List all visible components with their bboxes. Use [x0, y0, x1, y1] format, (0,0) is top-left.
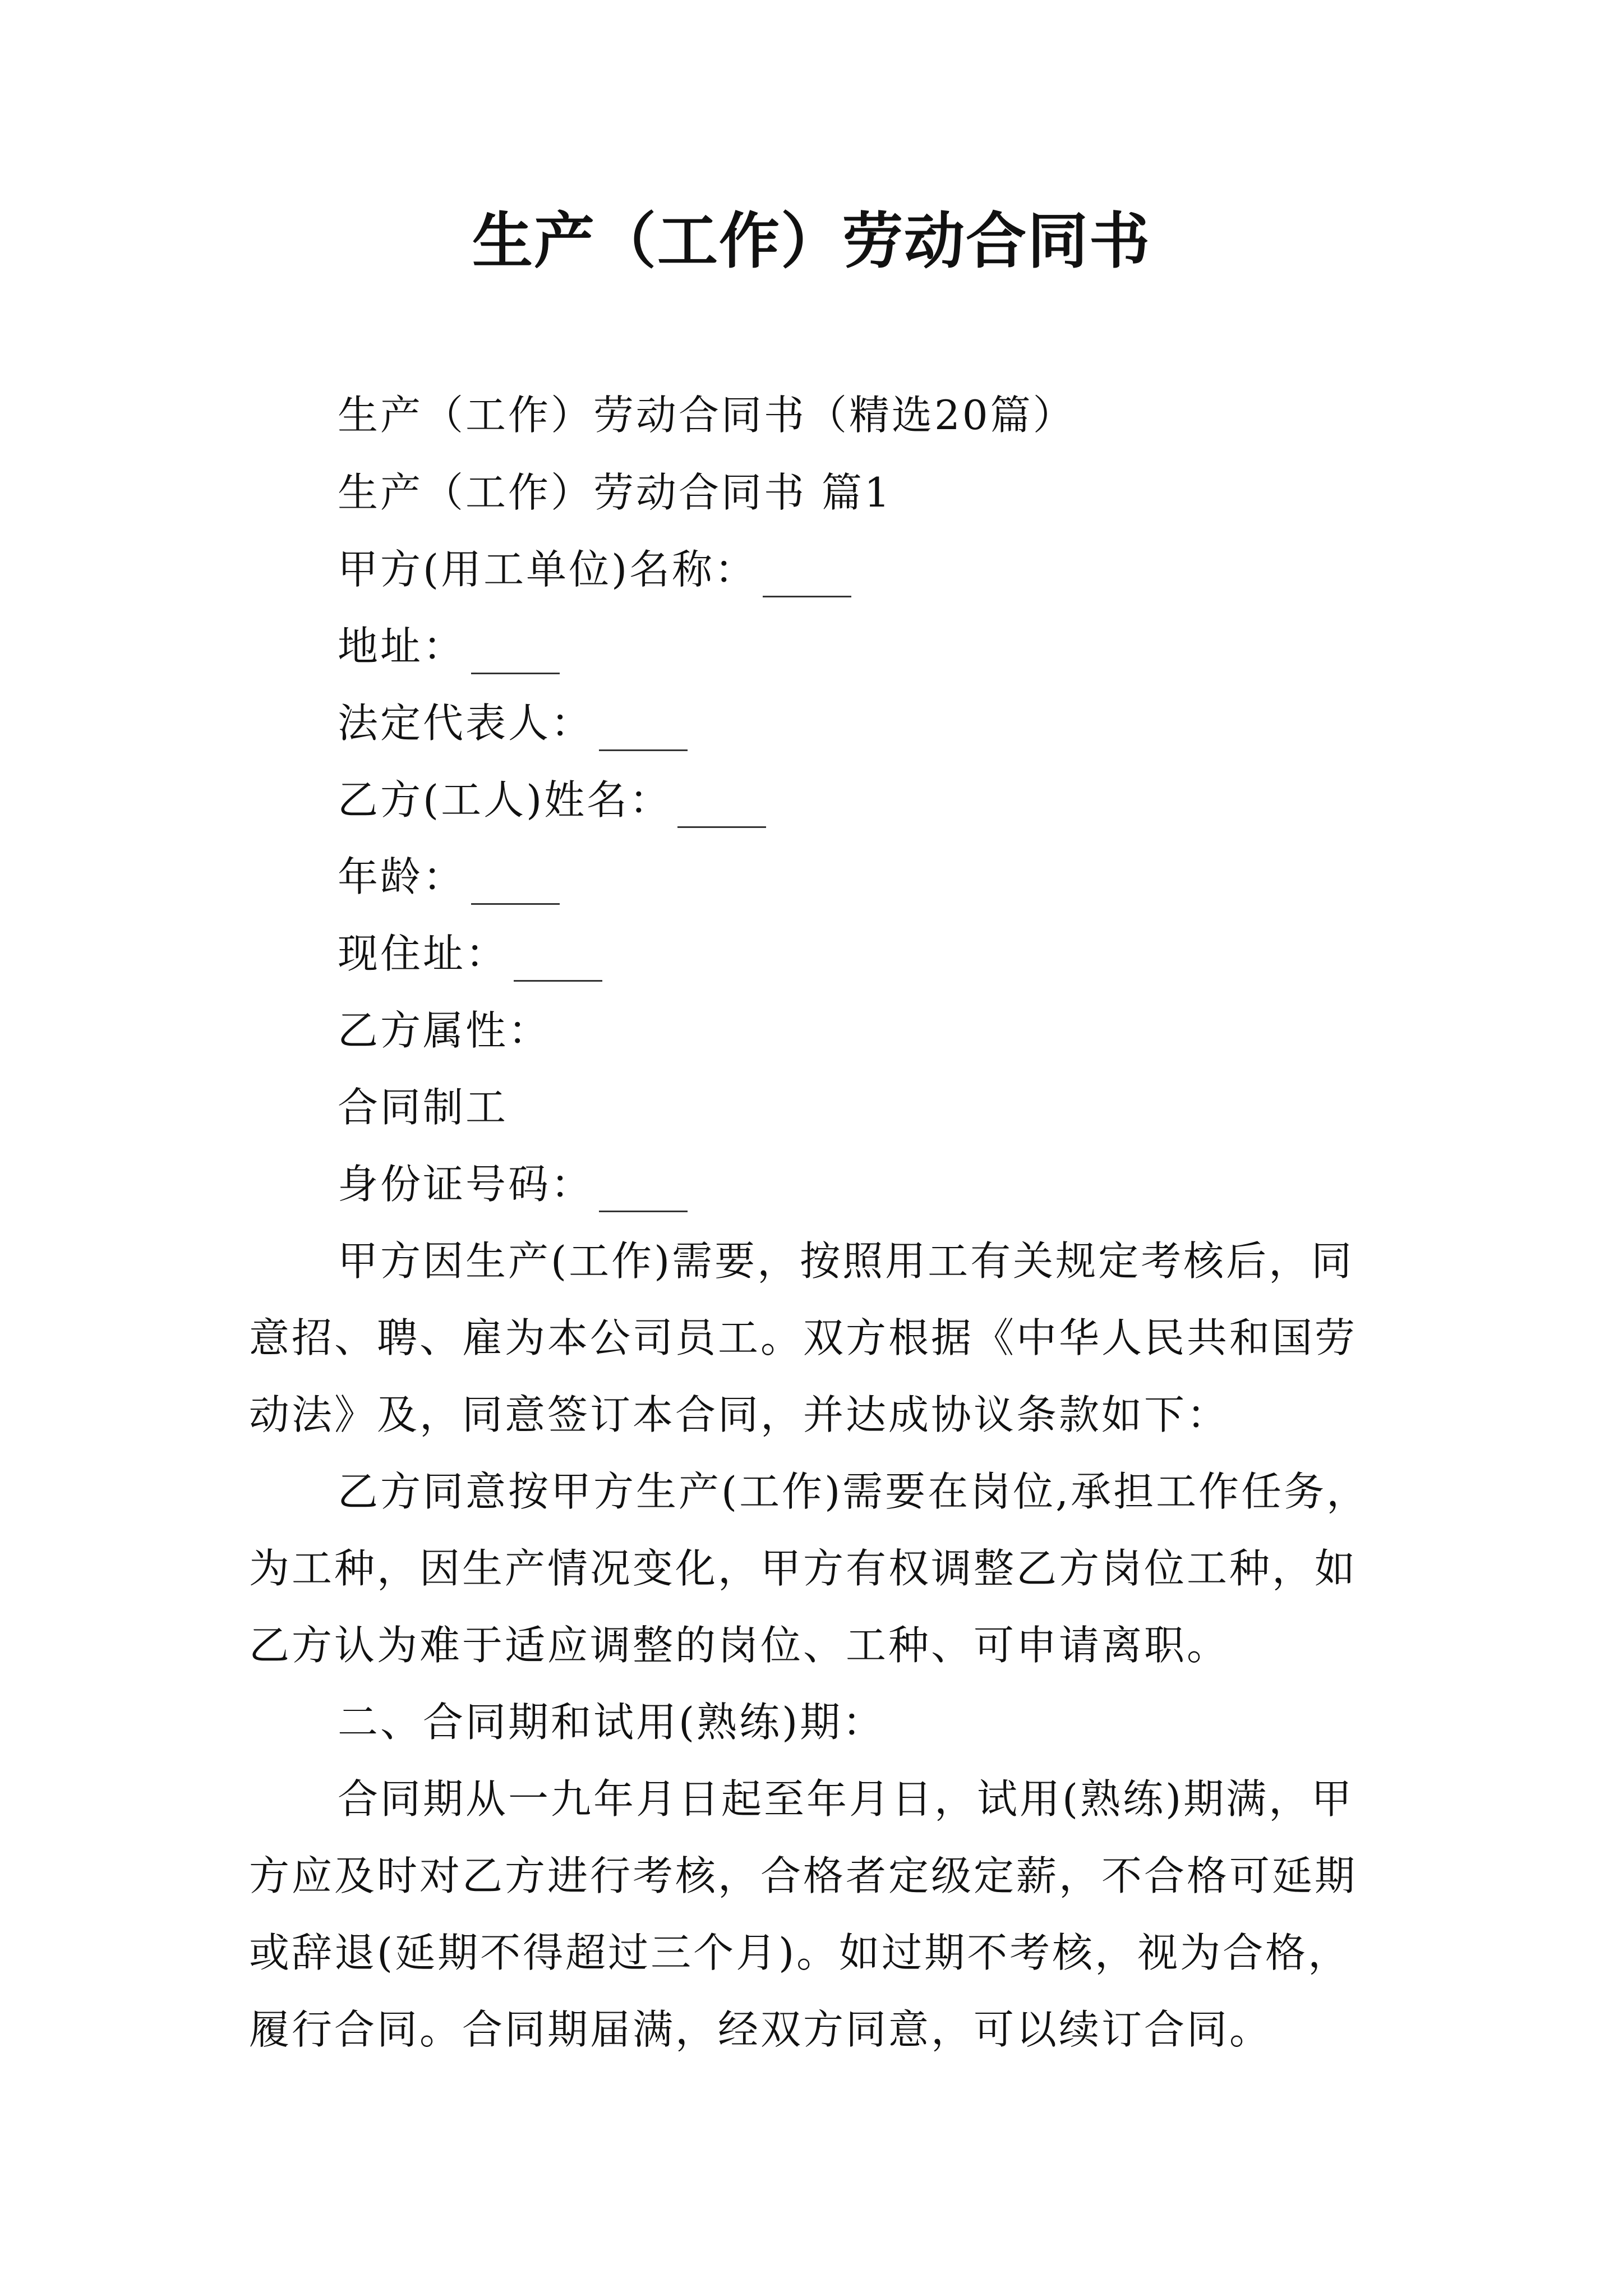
paragraph-line: 意招、聘、雇为本公司员工。双方根据《中华人民共和国劳	[249, 1314, 1358, 1361]
page-title: 生产（工作）劳动合同书	[472, 206, 1151, 277]
field-legal-representative	[338, 695, 688, 751]
party-b-attribute-label: 乙方属性：	[338, 1007, 551, 1054]
field-address	[338, 618, 560, 674]
paragraph-line: 履行合同。合同期届满，经双方同意，可以续订合同。	[249, 2006, 1272, 2053]
fill-in-blank	[471, 633, 560, 674]
fill-in-blank	[514, 941, 602, 982]
fill-in-blank	[763, 556, 851, 597]
paragraph-line: 乙方认为难于适应调整的岗位、工种、可申请离职。	[249, 1622, 1230, 1669]
clause-heading: 二、合同期和试用(熟练)期：	[338, 1699, 886, 1746]
field-id-number	[338, 1156, 688, 1212]
field-party-a-name	[338, 541, 851, 597]
paragraph-line: 或辞退(延期不得超过三个月)。如过期不考核，视为合格，	[249, 1929, 1351, 1976]
fill-in-blank	[677, 787, 766, 828]
contract-type: 合同制工	[338, 1084, 509, 1131]
fill-in-blank	[471, 864, 560, 905]
field-label: 甲方(用工单位)名称：	[338, 546, 758, 593]
field-party-b-name	[338, 772, 766, 828]
paragraph-line: 甲方因生产(工作)需要，按照用工有关规定考核后，同	[338, 1237, 1354, 1285]
field-label: 乙方(工人)姓名：	[338, 776, 672, 823]
paragraph-line: 乙方同意按甲方生产(工作)需要在岗位,承担工作任务，	[338, 1468, 1370, 1515]
field-label: 现住址：	[338, 930, 509, 977]
fill-in-blank	[599, 710, 688, 751]
field-label: 年龄：	[338, 853, 466, 900]
field-current-address	[338, 926, 602, 982]
field-age	[338, 849, 560, 905]
paragraph-line: 为工种，因生产情况变化，甲方有权调整乙方岗位工种，如	[249, 1545, 1358, 1592]
paragraph-line: 方应及时对乙方进行考核，合格者定级定薪，不合格可延期	[249, 1852, 1358, 1899]
fill-in-blank	[599, 1171, 688, 1212]
document-subtitle: 生产（工作）劳动合同书（精选20篇）	[338, 392, 1076, 439]
field-label: 地址：	[338, 623, 466, 670]
paragraph-line: 动法》及，同意签订本合同，并达成协议条款如下：	[249, 1391, 1230, 1438]
section-heading: 生产（工作）劳动合同书 篇1	[338, 469, 892, 516]
field-label: 法定代表人：	[338, 700, 594, 747]
field-label: 身份证号码：	[338, 1161, 594, 1208]
paragraph-line: 合同期从一九年月日起至年月日，试用(熟练)期满，甲	[338, 1775, 1354, 1823]
